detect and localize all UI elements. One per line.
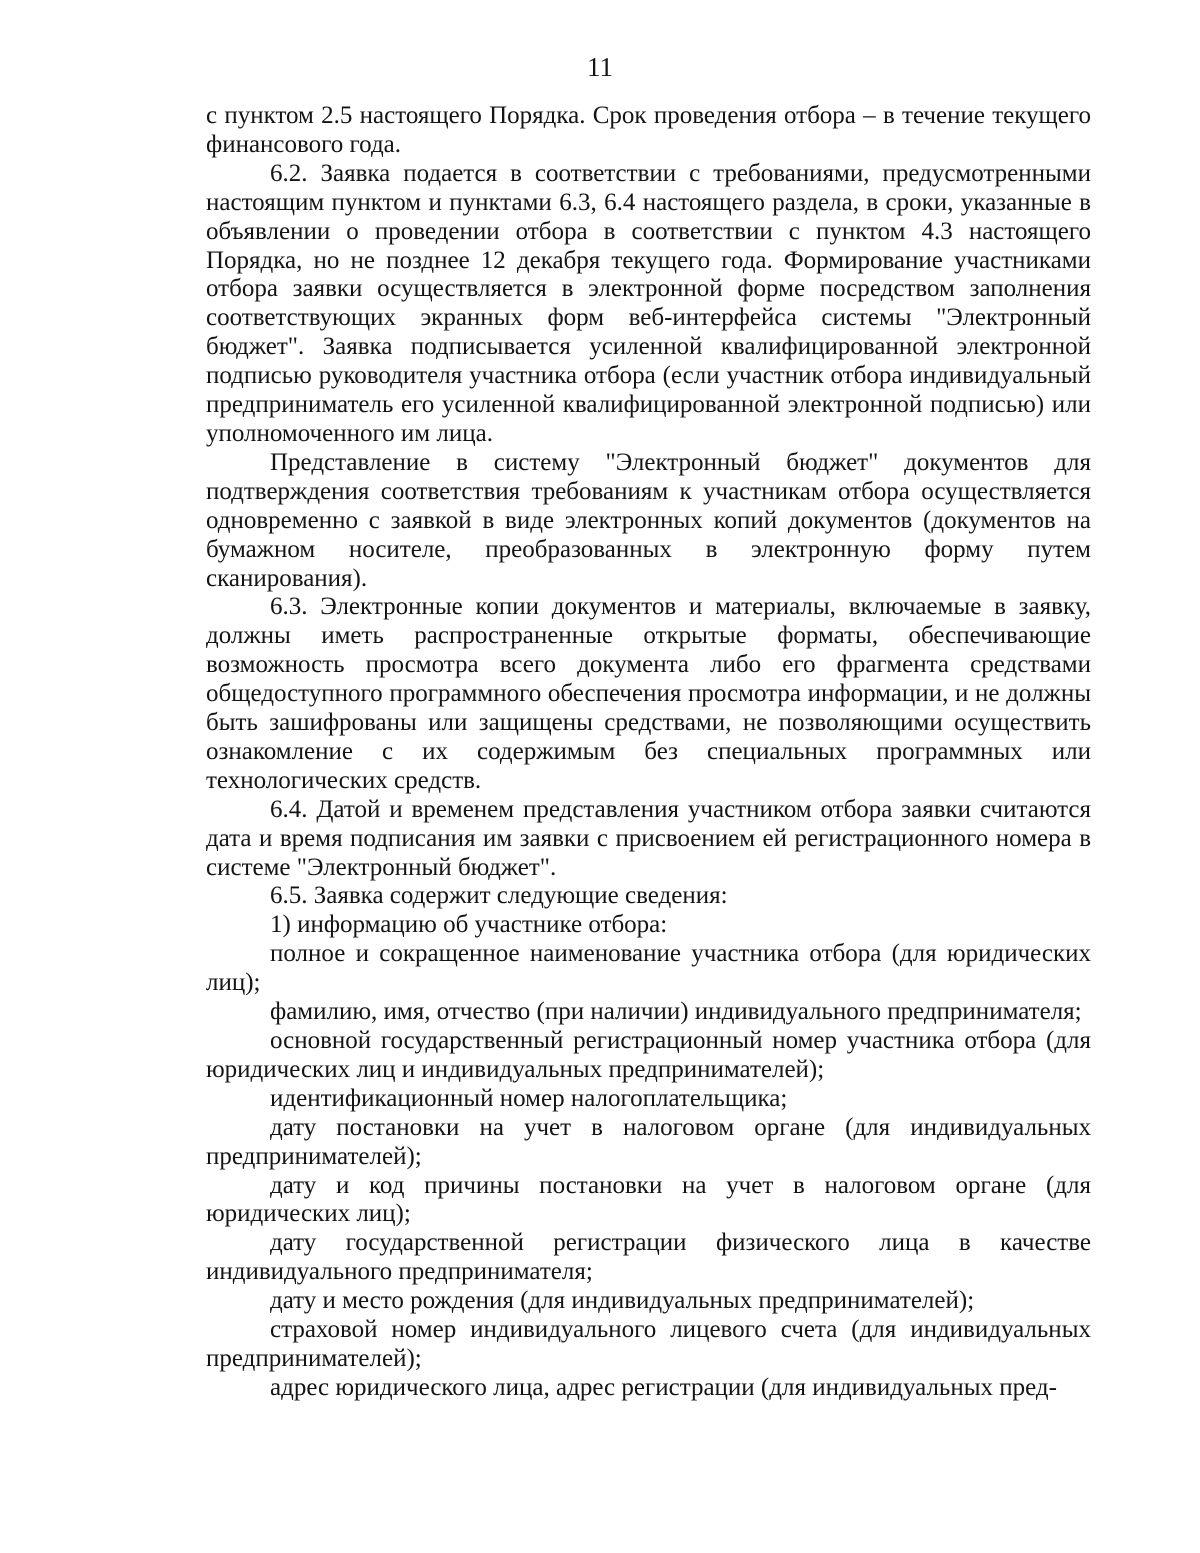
paragraph-6-3: 6.3. Электронные копии документов и материалы, включаемые в заявку, должны иметь распространенные открытые форматы, обеспечивающие возможность просмотра всего документа либо его фрагмента средствами общедоступного программного обеспечения просмотра информации, и не должны быть зашифрованы или защищены средствами, не позволяющими осуществить ознакомление с их содержимым без специальных программных или технологических средств. (206, 593, 1091, 794)
page-number: 11 (587, 52, 613, 82)
list-item-kpp: дату и код причины постановки на учет в налоговом органе (для юридических лиц); (206, 1171, 1091, 1228)
list-item-participant-info: 1) информацию об участнике отбора: (270, 911, 668, 939)
paragraph-6-2-documents: Представление в систему "Электронный бюджет" документов для подтверждения соответствия требованиям к участникам отбора осуществляется одновременно с заявкой в виде электронных копий документов (документов на бумажном носителе, преобразованных в электронную форму путем сканирования). (206, 448, 1091, 592)
list-item-address: адрес юридического лица, адрес регистрации (для индивидуальных пред- (270, 1373, 1057, 1401)
list-item-inn: идентификационный номер налогоплательщика; (270, 1084, 788, 1112)
list-item-snils: страховой номер индивидуального лицевого счета (для индивидуальных предпринимателей); (206, 1316, 1091, 1372)
list-item-birth: дату и место рождения (для индивидуальных предпринимателей); (270, 1287, 975, 1315)
list-item-ogrn: основной государственный регистрационный номер участника отбора (для юридических лиц и индивидуальных предпринимателей); (206, 1027, 1091, 1083)
document-body (206, 102, 1091, 1403)
list-item-state-registration-date: дату государственной регистрации физического лица в качестве индивидуального предпринимателя; (206, 1229, 1091, 1286)
list-item-fio: фамилию, имя, отчество (при наличии) индивидуального предпринимателя; (270, 998, 1082, 1026)
paragraph-6-4: 6.4. Датой и временем представления участником отбора заявки считаются дата и время подписания им заявки с присвоением ей регистрационного номера в системе "Электронный бюджет". (206, 795, 1091, 881)
paragraph-continuation: с пунктом 2.5 настоящего Порядка. Срок проведения отбора – в течение текущего финансового года. (206, 102, 1091, 158)
list-item-full-name: полное и сокращенное наименование участника отбора (для юридических лиц); (206, 940, 1091, 997)
paragraph-6-5: 6.5. Заявка содержит следующие сведения: (270, 882, 728, 910)
list-item-tax-registration-date: дату постановки на учет в налоговом органе (для индивидуальных предпринимателей); (206, 1113, 1091, 1170)
paragraph-6-2: 6.2. Заявка подается в соответствии с требованиями, предусмотренными настоящим пунктом и пунктами 6.3, 6.4 настоящего раздела, в сроки, указанные в объявлении о проведении отбора в соответствии с пунктом 4.3 настоящего Порядка, но не позднее 12 декабря текущего года. Формирование участниками отбора заявки осуществляется в электронной форме посредством заполнения соответствующих экранных форм веб-интерфейса системы "Электронный бюджет". Заявка подписывается усиленной квалифицированной электронной подписью руководителя участника отбора (если участник отбора индивидуальный предприниматель его усиленной квалифицированной электронной подписью) или уполномоченного им лица. (206, 159, 1091, 447)
